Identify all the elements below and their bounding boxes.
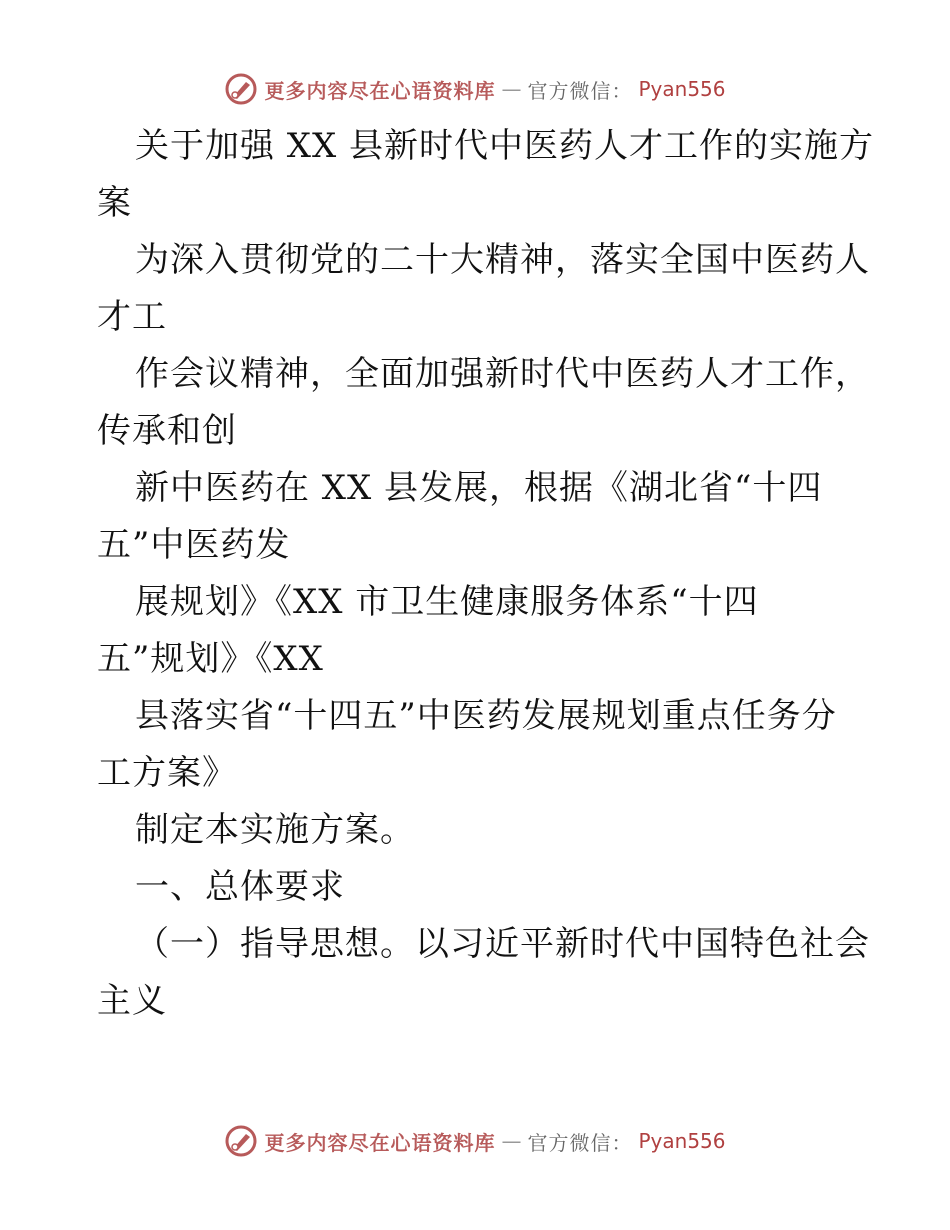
text-line: 案 bbox=[97, 183, 132, 223]
text-line: 才工 bbox=[97, 297, 167, 337]
text-line: 工方案》 bbox=[97, 753, 237, 793]
text-line: 县落实省“十四五”中医药发展规划重点任务分 bbox=[135, 696, 837, 736]
text-line: 展规划》《XX 市卫生健康服务体系“十四 bbox=[135, 582, 759, 622]
watermark-wechat-label: 官方微信： bbox=[527, 78, 633, 103]
watermark-wechat-label: 官方微信： bbox=[527, 1130, 633, 1155]
text-line: 新中医药在 XX 县发展，根据《湖北省“十四 bbox=[135, 468, 823, 508]
text-line: 一、总体要求 bbox=[135, 867, 345, 907]
brush-logo-icon bbox=[224, 72, 258, 106]
watermark-footer bbox=[0, 1124, 950, 1158]
brush-logo-icon bbox=[224, 1124, 258, 1158]
watermark-main-text: 更多内容尽在心语资料库 bbox=[264, 78, 496, 103]
text-line: 关于加强 XX 县新时代中医药人才工作的实施方 bbox=[135, 126, 875, 166]
watermark-separator: — bbox=[501, 1129, 522, 1153]
text-line: 五”中医药发 bbox=[97, 525, 291, 565]
text-line: 作会议精神，全面加强新时代中医药人才工作， bbox=[135, 354, 870, 394]
text-line: （一）指导思想。以习近平新时代中国特色社会 bbox=[135, 924, 870, 964]
watermark-wechat-id: Pyan556 bbox=[638, 77, 726, 101]
text-line: 主义 bbox=[97, 981, 167, 1021]
text-line: 制定本实施方案。 bbox=[135, 810, 415, 850]
text-line: 为深入贯彻党的二十大精神，落实全国中医药人 bbox=[135, 240, 870, 280]
text-line: 五”规划》《XX bbox=[97, 639, 324, 679]
watermark-main-text: 更多内容尽在心语资料库 bbox=[264, 1130, 496, 1155]
document-body bbox=[97, 118, 875, 1030]
text-line: 传承和创 bbox=[97, 411, 237, 451]
watermark-wechat-id: Pyan556 bbox=[638, 1129, 726, 1153]
watermark-header bbox=[0, 72, 950, 106]
watermark-separator: — bbox=[501, 77, 522, 101]
